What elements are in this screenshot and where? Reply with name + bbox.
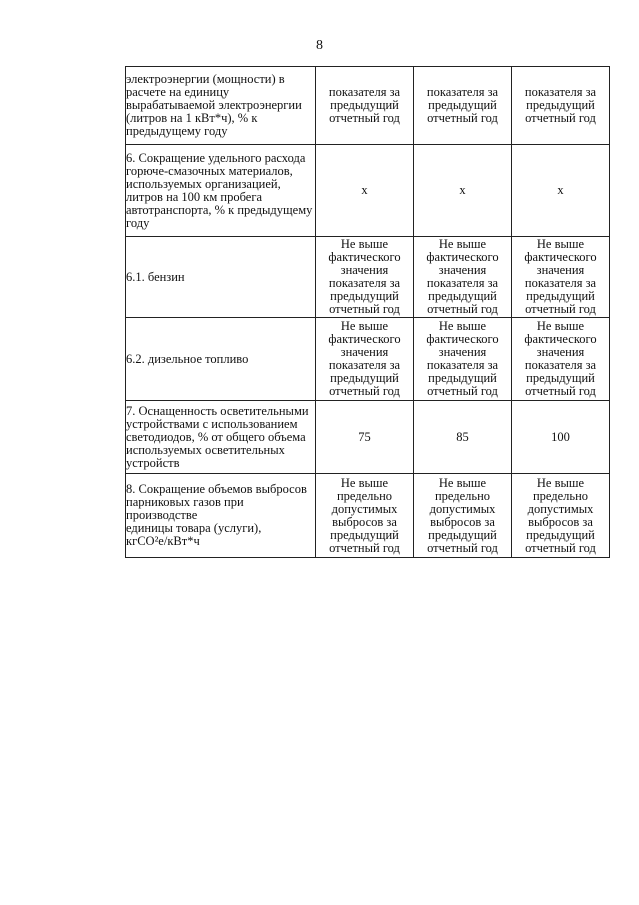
value-cell	[316, 318, 414, 401]
table-row	[126, 145, 610, 237]
value-cell	[414, 145, 512, 237]
value-cell	[512, 67, 610, 145]
cell-text: показателя за предыдущий отчетный год	[426, 85, 499, 125]
cell-text: Не выше предельно допустимых выбросов за предыдущий отчетный год	[427, 475, 498, 555]
value-cell	[512, 474, 610, 558]
table-row	[126, 237, 610, 318]
row-label: 6.1. бензин	[126, 237, 316, 318]
cell-text: показателя за предыдущий отчетный год	[328, 85, 401, 125]
cell-text: Не выше фактического значения показателя за предыдущий отчетный год	[524, 319, 597, 398]
value-cell	[316, 474, 414, 558]
value-cell	[414, 401, 512, 474]
value-cell	[414, 237, 512, 318]
cell-text: Не выше фактического значения показателя за предыдущий отчетный год	[426, 319, 499, 398]
table-row	[126, 474, 610, 558]
indicators-table	[125, 66, 610, 558]
page-number: 8	[316, 38, 323, 53]
value-cell	[316, 237, 414, 318]
value-cell	[414, 474, 512, 558]
value-cell	[316, 67, 414, 145]
value-cell	[512, 401, 610, 474]
cell-text: Не выше фактического значения показателя за предыдущий отчетный год	[328, 319, 401, 398]
value-cell	[414, 67, 512, 145]
value-cell	[512, 318, 610, 401]
value-cell	[316, 145, 414, 237]
value-cell	[512, 237, 610, 318]
cell-text: 75	[358, 429, 371, 444]
cell-text: Не выше предельно допустимых выбросов за предыдущий отчетный год	[525, 475, 596, 555]
row-label: 8. Сокращение объемов выбросов парниковых газов при производстве единицы товара (услуги), кгСО²е/кВт*ч	[126, 474, 316, 558]
cell-text: 85	[456, 429, 469, 444]
cell-text: 100	[551, 429, 570, 444]
table-row	[126, 67, 610, 145]
cell-text: x	[361, 183, 368, 197]
value-cell	[414, 318, 512, 401]
value-cell	[512, 145, 610, 237]
cell-text: Не выше фактического значения показателя за предыдущий отчетный год	[328, 237, 401, 316]
row-label: 7. Оснащенность осветительными устройствами с использованием светодиодов, % от общего объема используемых осветительных устройств	[126, 401, 316, 474]
cell-text: x	[557, 183, 564, 197]
row-label: электроэнергии (мощности) в расчете на единицу вырабатываемой электроэнергии (литров на 1 кВт*ч), % к предыдущему году	[126, 67, 316, 145]
cell-text: x	[459, 183, 466, 197]
row-label: 6.2. дизельное топливо	[126, 318, 316, 401]
cell-text: Не выше предельно допустимых выбросов за предыдущий отчетный год	[329, 475, 400, 555]
table-row	[126, 318, 610, 401]
cell-text: показателя за предыдущий отчетный год	[524, 85, 597, 125]
cell-text: Не выше фактического значения показателя за предыдущий отчетный год	[524, 237, 597, 316]
row-label: 6. Сокращение удельного расхода горюче-смазочных материалов, используемых организацией, литров на 100 км пробега автотранспорта, % к предыдущему году	[126, 145, 316, 237]
cell-text: Не выше фактического значения показателя за предыдущий отчетный год	[426, 237, 499, 316]
value-cell	[316, 401, 414, 474]
table-row	[126, 401, 610, 474]
